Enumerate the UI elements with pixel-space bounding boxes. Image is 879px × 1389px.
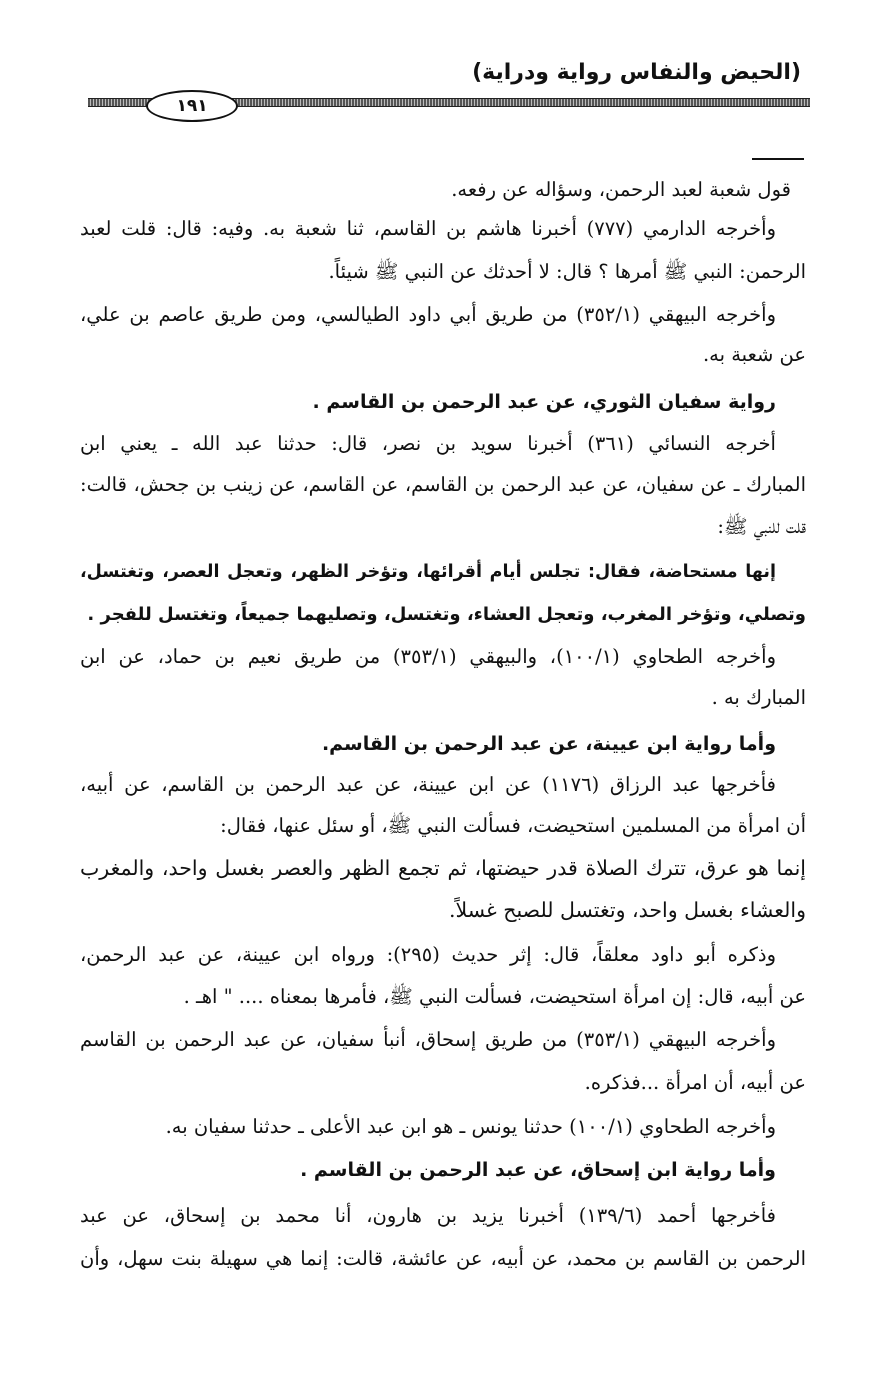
text-line: وذكره أبو داود معلقاً، قال: إثر حديث (٢٩٥): ورواه ابن عيينة، عن عبد الرحمن، <box>80 943 776 966</box>
hadith-text: إنما هو عرق، تترك الصلاة قدر حيضتها، ثم تجمع الظهر والعصر بغسل واحد، والمغرب <box>80 856 806 880</box>
text-line: عن أبيه، قال: إن امرأة استحيضت، فسألت النبي ﷺ، فأمرها بمعناه .... " اهـ . <box>183 985 806 1008</box>
text-line: أخرجه النسائي (٣٦١) أخبرنا سويد بن نصر، قال: حدثنا عبد الله ـ يعني ابن <box>80 432 776 455</box>
text-line: وأخرجه البيهقي (٣٥٢/١) من طريق أبي داود الطيالسي، ومن طريق عاصم بن علي، <box>80 303 776 326</box>
text-line: المبارك ـ عن سفيان، عن عبد الرحمن بن القاسم، عن القاسم، عن زينب بن جحش، قالت: <box>80 473 806 496</box>
running-header-title: (الحيض والنفاس رواية ودراية) <box>472 60 801 85</box>
hadith-text: إنها مستحاضة، فقال: تجلس أيام أقرائها، وتؤخر الظهر، وتعجل العصر، وتغتسل، <box>80 562 776 582</box>
section-heading: وأما رواية ابن إسحاق، عن عبد الرحمن بن القاسم . <box>300 1159 776 1181</box>
text-line: وأخرجه الدارمي (٧٧٧) أخبرنا هاشم بن القاسم، ثنا شعبة به. وفيه: قال: قلت لعبد <box>80 217 776 240</box>
hadith-text: وتصلي، وتؤخر المغرب، وتعجل العشاء، وتغتسل، وتصليهما جميعاً، وتغتسل للفجر . <box>87 604 806 625</box>
text-line: وأخرجه الطحاوي (١٠٠/١) حدثنا يونس ـ هو ابن عبد الأعلى ـ حدثنا سفيان به. <box>165 1115 776 1138</box>
text-line: فأخرجها أحمد (١٣٩/٦) أخبرنا يزيد بن هارون، أنا محمد بن إسحاق، عن عبد <box>80 1204 777 1227</box>
text-line: وأخرجه البيهقي (٣٥٣/١) من طريق إسحاق، أنبأ سفيان، عن عبد الرحمن بن القاسم <box>80 1028 776 1051</box>
text-line: فأخرجها عبد الرزاق (١١٧٦) عن ابن عيينة، عن عبد الرحمن بن القاسم، عن أبيه، <box>80 773 777 796</box>
text-line: عن أبيه، أن امرأة ...فذكره. <box>584 1071 806 1094</box>
text-line: قلت للنبي ﷺ: <box>717 515 806 538</box>
section-heading: رواية سفيان الثوري، عن عبد الرحمن بن القاسم . <box>312 391 776 413</box>
text-line: قول شعبة لعبد الرحمن، وسؤاله عن رفعه. <box>451 178 791 201</box>
footnote-separator <box>752 158 804 160</box>
hadith-text: والعشاء بغسل واحد، وتغتسل للصبح غسلاً. <box>448 898 806 922</box>
text-line: الرحمن بن القاسم بن محمد، عن أبيه، عن عائشة، قالت: إنما هي سهيلة بنت سهل، وأن <box>80 1247 806 1270</box>
text-line: وأخرجه الطحاوي (١٠٠/١)، والبيهقي (٣٥٣/١) من طريق نعيم بن حماد، عن ابن <box>80 645 776 668</box>
text-line: عن شعبة به. <box>702 343 806 366</box>
section-heading: وأما رواية ابن عيينة، عن عبد الرحمن بن القاسم. <box>321 733 776 755</box>
text-line: المبارك به . <box>711 686 806 709</box>
page-number: ١٩١ <box>146 90 238 122</box>
text-line: الرحمن: النبي ﷺ أمرها ؟ قال: لا أحدثك عن النبي ﷺ شيئاً. <box>328 260 806 283</box>
text-line: أن امرأة من المسلمين استحيضت، فسألت النبي ﷺ، أو سئل عنها، فقال: <box>220 814 806 837</box>
